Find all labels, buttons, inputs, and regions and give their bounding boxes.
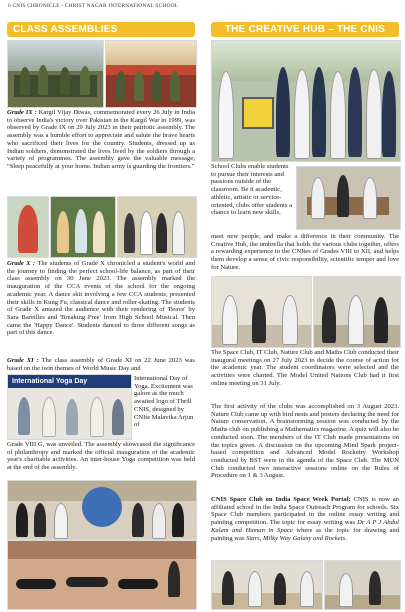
space-club-essay-topic: Dr A P J Abdul Kalam and Human in Space [211,519,399,534]
grade9-lead: Grade IX : [7,109,37,116]
grade11-text-top: The class assembly of Grade XI on 22 June 2023 was based on the twin themes of World Music Day and [7,357,195,372]
grade11-photo-top [7,480,197,540]
grade11-text-bottom: Grade VIII G, was unveiled. The assembly showcased the significance of philanthropy and marked the official inauguration of the academic year's charitable activities. An inter-house Yoga competition was held at the end of the assembly. [7,441,195,472]
space-club-photo-left [211,560,323,610]
running-head: 6 CNIS CHRONICLE - CHRIST NAGAR INTERNATIONAL SCHOOL [8,3,179,9]
grade11-lead: Grade XI : [7,357,39,364]
clubs-intro-text-side: School Clubs enable students to pursue their interests and passions outside of the classroom. Be it academic, athletic, artistic or service-oriented, clubs offer students a chance to learn new skills, [211,163,292,217]
grade11-paragraph-top [7,357,195,372]
space-club-heading: CNIS Space Club on India Space Week Portal: [211,496,351,503]
yoga-day-photo [7,374,132,440]
creative-hub-column [211,22,399,37]
grade9-paragraph [7,109,195,171]
grade9-text: Kargil Vijay Diwas, commemorated every 26 July in India to observe India's victory over Pakistan in the Kargil War in 1999, was observed by Grade IX on 29 July 2023 in their patriotic assembly. The assembly was a humble effort to appreciate and salute the brave hearts who sacrificed their lives for the country. Students, dressed up as Indian soldiers, demonstrated the lives lived by the soldiers through a variety of programmes. The assembly gave the valuable message; "Sleep peacefully at your home. Indian army is guarding the frontiers." [7,109,195,170]
space-club-text: CNIS is now an affiliated school in the India Space Outreach Program for schools. Six Space Club members participated in the online essay writing and painting competition. The topic for essay writing was [211,496,399,527]
kargil-assembly-photo-right [105,40,197,108]
clubs-intro-full [211,233,399,272]
grade10-lead: Grade X : [7,260,36,267]
space-club-text-mid: where as the topic for drawing and painting was [211,526,400,542]
clubs-meeting-photo-left [211,276,312,348]
space-club-photo-right [324,560,401,610]
grade11-text-side: International Day of Yoga. Excitement was galore as the much awaited logo of Thrill CNIS, designed by CNIte Malavika Arjun of [134,375,194,429]
clubs-intro-side [211,163,293,217]
space-club-paragraph [211,496,399,542]
clubs-meeting-photo-right [313,276,401,348]
yoga-day-banner: International Yoga Day [8,375,131,388]
space-club-text-end: . [345,534,347,542]
clubs-intro-text-full: meet new people, and make a difference in their community. The Creative Hub, the umbrella that holds the various clubs together, offers a rewarding experience to the CNItes of Grades VIII to XII, and helps them develop a sense of civic responsibility, scientific temper and love for Nature. [211,233,399,271]
grade11-yoga-photo [7,540,197,610]
grade10-photo-middle [50,196,116,258]
grade10-paragraph [7,260,195,337]
clubs-activities-paragraph [211,403,399,480]
grade11-paragraph-side [134,375,195,429]
space-club-drawing-topic: Stars, Milky Way Galaxy and Rockets [246,534,346,542]
kargil-assembly-photo-left [7,40,104,108]
clubs-meetings-text: The Space Club, IT Club, Nature Club and Maths Club conducted their inaugural meetings on 27 July 2023 to decide the course of action for the academic year. The student coordinators were selected and the activities were charted. The Model United Nations Club had it first online meeting on 31 July. [211,349,399,387]
class-assemblies-column [7,22,195,37]
grade10-photo-right [117,196,197,258]
grade11-paragraph-bottom [7,441,195,472]
clubs-activities-text: The first activity of the clubs was accomplished on 3 August 2023. Nature Club came up with bird nests and posters declaring the need for Nature conservation. A brainstorming session was conducted by the Maths club on publishing a Mathematics magazine. A quiz will also be conducted soon. The members of the IT Club made presentations on the topics given. A discussion on the upcoming Mind Spark project-based competition and Advanced Model Rocketry Workshop conducted by BST were in the agenda of the Space Club. The MUN Club conducted two interactive sessions online on the Rules of Procedure on 1 & 3 August. [211,403,399,480]
creative-hub-banner: THE CREATIVE HUB – THE CNIS [211,22,399,37]
class-assemblies-banner: CLASS ASSEMBLIES [7,22,195,37]
clubs-group-photo [211,40,401,162]
clubs-activity-photo [296,166,401,230]
grade10-photo-left [7,196,49,258]
grade10-text: The students of Grade X chronicled a student's world and the journey to finding the perfect school-life balance, as part of their class assembly on 30 June 2023. The assembly marked the inauguration of the CCA events of the school for the ongoing academic year. A dance skit involving a few CCA students, presented their skills in Kung Fu, classical dance and roller-skating. The students of Grade X amazed the audience with their rendering of 'Brave' by Sara Bareilles and 'Breaking Free' from High School Musical. Then came the 'Happy Dance'. Students danced to three different songs as part of this dance. [7,260,195,337]
clubs-meetings-paragraph [211,349,399,388]
